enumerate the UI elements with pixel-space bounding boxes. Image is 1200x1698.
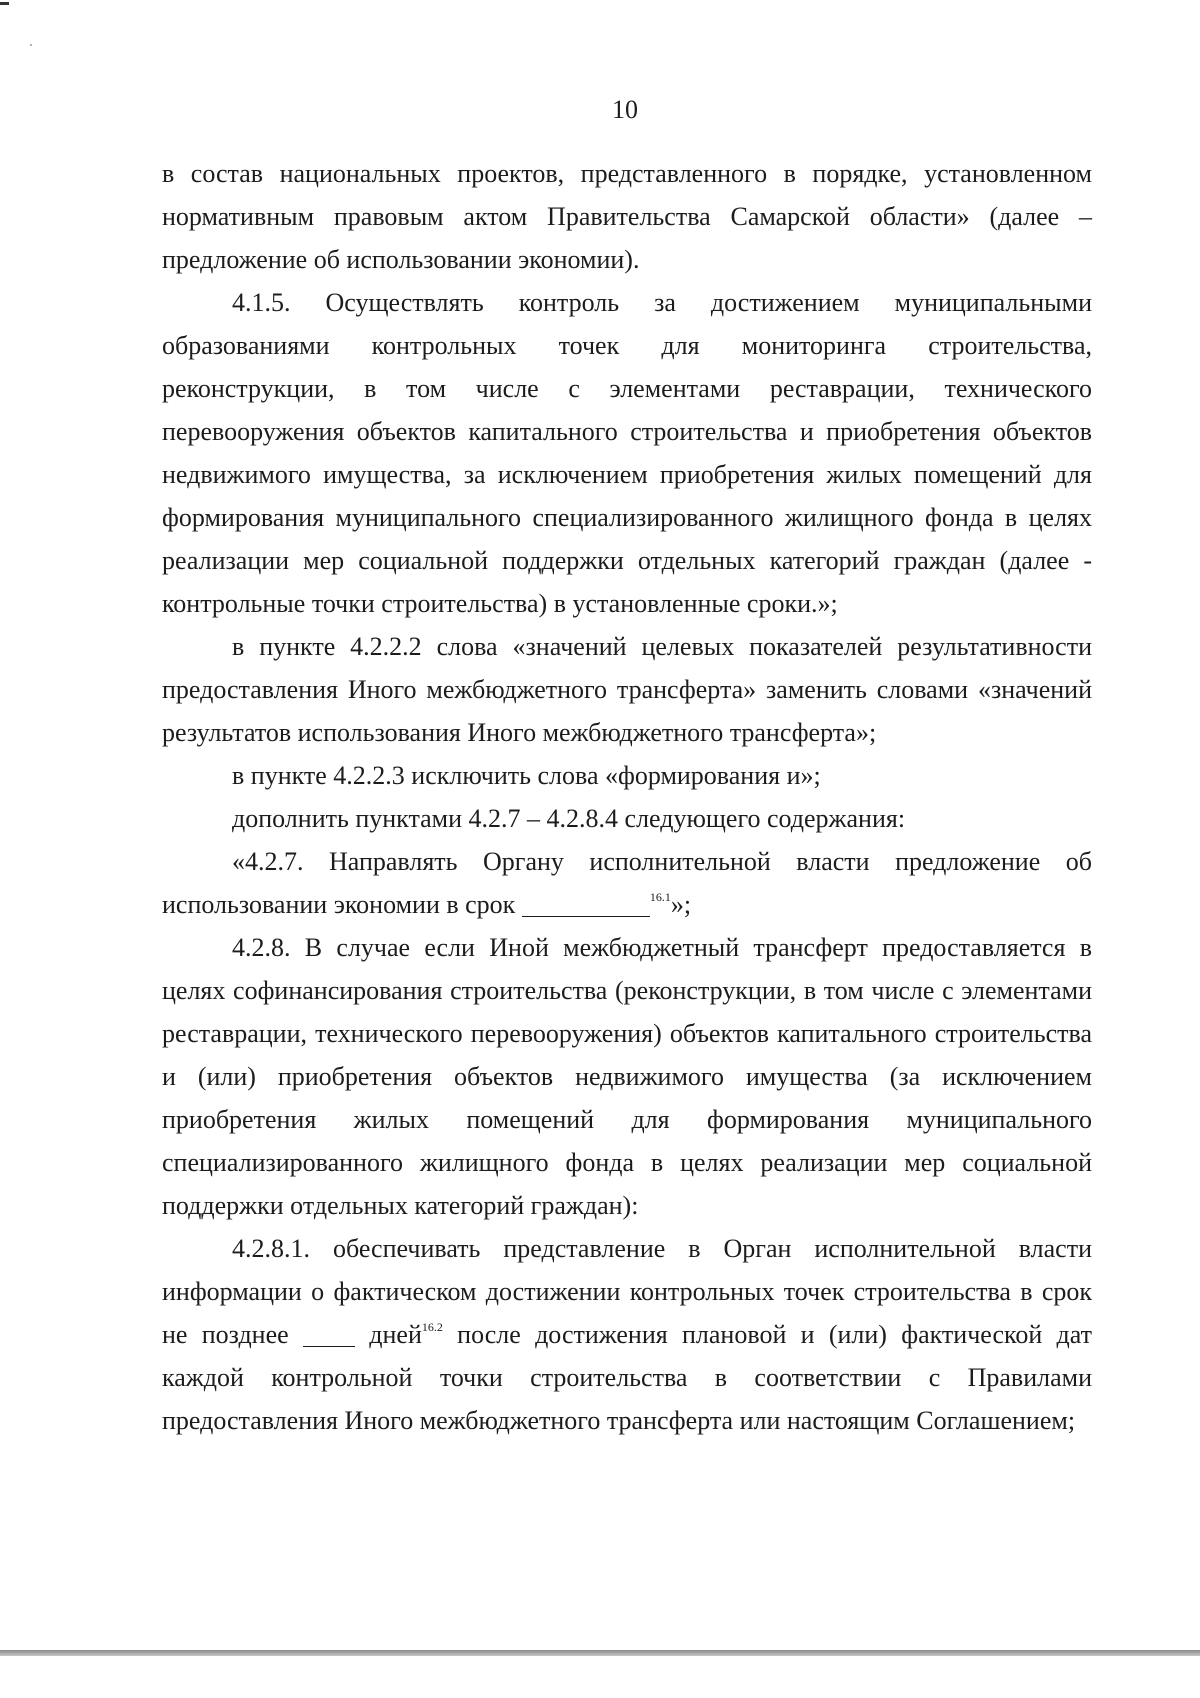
blank-field: [522, 890, 650, 917]
paragraph-4-2-7-end: »;: [670, 890, 692, 919]
paragraph-4-1-5: 4.1.5. Осуществлять контроль за достижением муниципальными образованиями контрольных точек для мониторинга строительства, реконструкции, в том числе с элементами реставрации, технического перевооружения объектов капитального строительства и приобретения объектов недвижимого имущества, за исключением приобретения жилых помещений для формирования муниципального специализированного жилищного фонда в целях реализации мер социальной поддержки отдельных категорий граждан (далее - контрольные точки строительства) в установленные сроки.»;: [162, 288, 1092, 618]
footnote-marker: 16.2: [421, 1320, 443, 1334]
scan-bottom-edge: [0, 1650, 1200, 1656]
paragraph-4-2-8-1-text: 4.2.8.1. обеспечивать представление в Орган исполнительной власти информации о фактическом достижении контрольных точек строительства в срок не позднее: [162, 1234, 1092, 1349]
paragraph-4-2-8: 4.2.8. В случае если Иной межбюджетный трансферт предоставляется в целях софинансирования строительства (реконструкции, в том числе с элементами реставрации, технического перевооружения) объектов капитального строительства и (или) приобретения объектов недвижимого имущества (за исключением приобретения жилых помещений для формирования муниципального специализированного жилищного фонда в целях реализации мер социальной поддержки отдельных категорий граждан):: [162, 933, 1092, 1220]
blank-field: [303, 1320, 355, 1347]
paragraph-4-2-8-1-end: после достижения плановой и (или) фактической дат каждой контрольной точки строительства в соответствии с Правилами предоставления Иного межбюджетного трансферта или настоящим Соглашением;: [162, 1320, 1092, 1435]
paragraph-4-2-7: [162, 840, 1092, 926]
page-number: 10: [612, 95, 638, 124]
paragraph-addition-intro: дополнить пунктами 4.2.7 – 4.2.8.4 следующего содержания:: [232, 804, 906, 833]
paragraph-4-2-8-1-days: дней: [354, 1320, 422, 1349]
scan-speck: [30, 44, 32, 46]
footnote-marker: 16.1: [649, 890, 671, 904]
paragraph-4-2-8-1: [162, 1227, 1092, 1442]
scan-mark: [0, 2, 9, 5]
paragraph-4-2-2-3-amendment: в пункте 4.2.2.3 исключить слова «формирования и»;: [232, 761, 821, 790]
paragraph-4-2-2-2-amendment: в пункте 4.2.2.2 слова «значений целевых показателей результативности предоставления Иного межбюджетного трансферта» заменить словами «значений результатов использования Иного межбюджетного трансферта»;: [162, 632, 1092, 747]
document-body: [162, 152, 1092, 1442]
paragraph-4-2-7-text: «4.2.7. Направлять Органу исполнительной власти предложение об использовании экономии в срок: [162, 847, 1092, 919]
paragraph-continuation: в состав национальных проектов, представленного в порядке, установленном нормативным правовым актом Правительства Самарской области» (далее – предложение об использовании экономии).: [162, 159, 1092, 274]
